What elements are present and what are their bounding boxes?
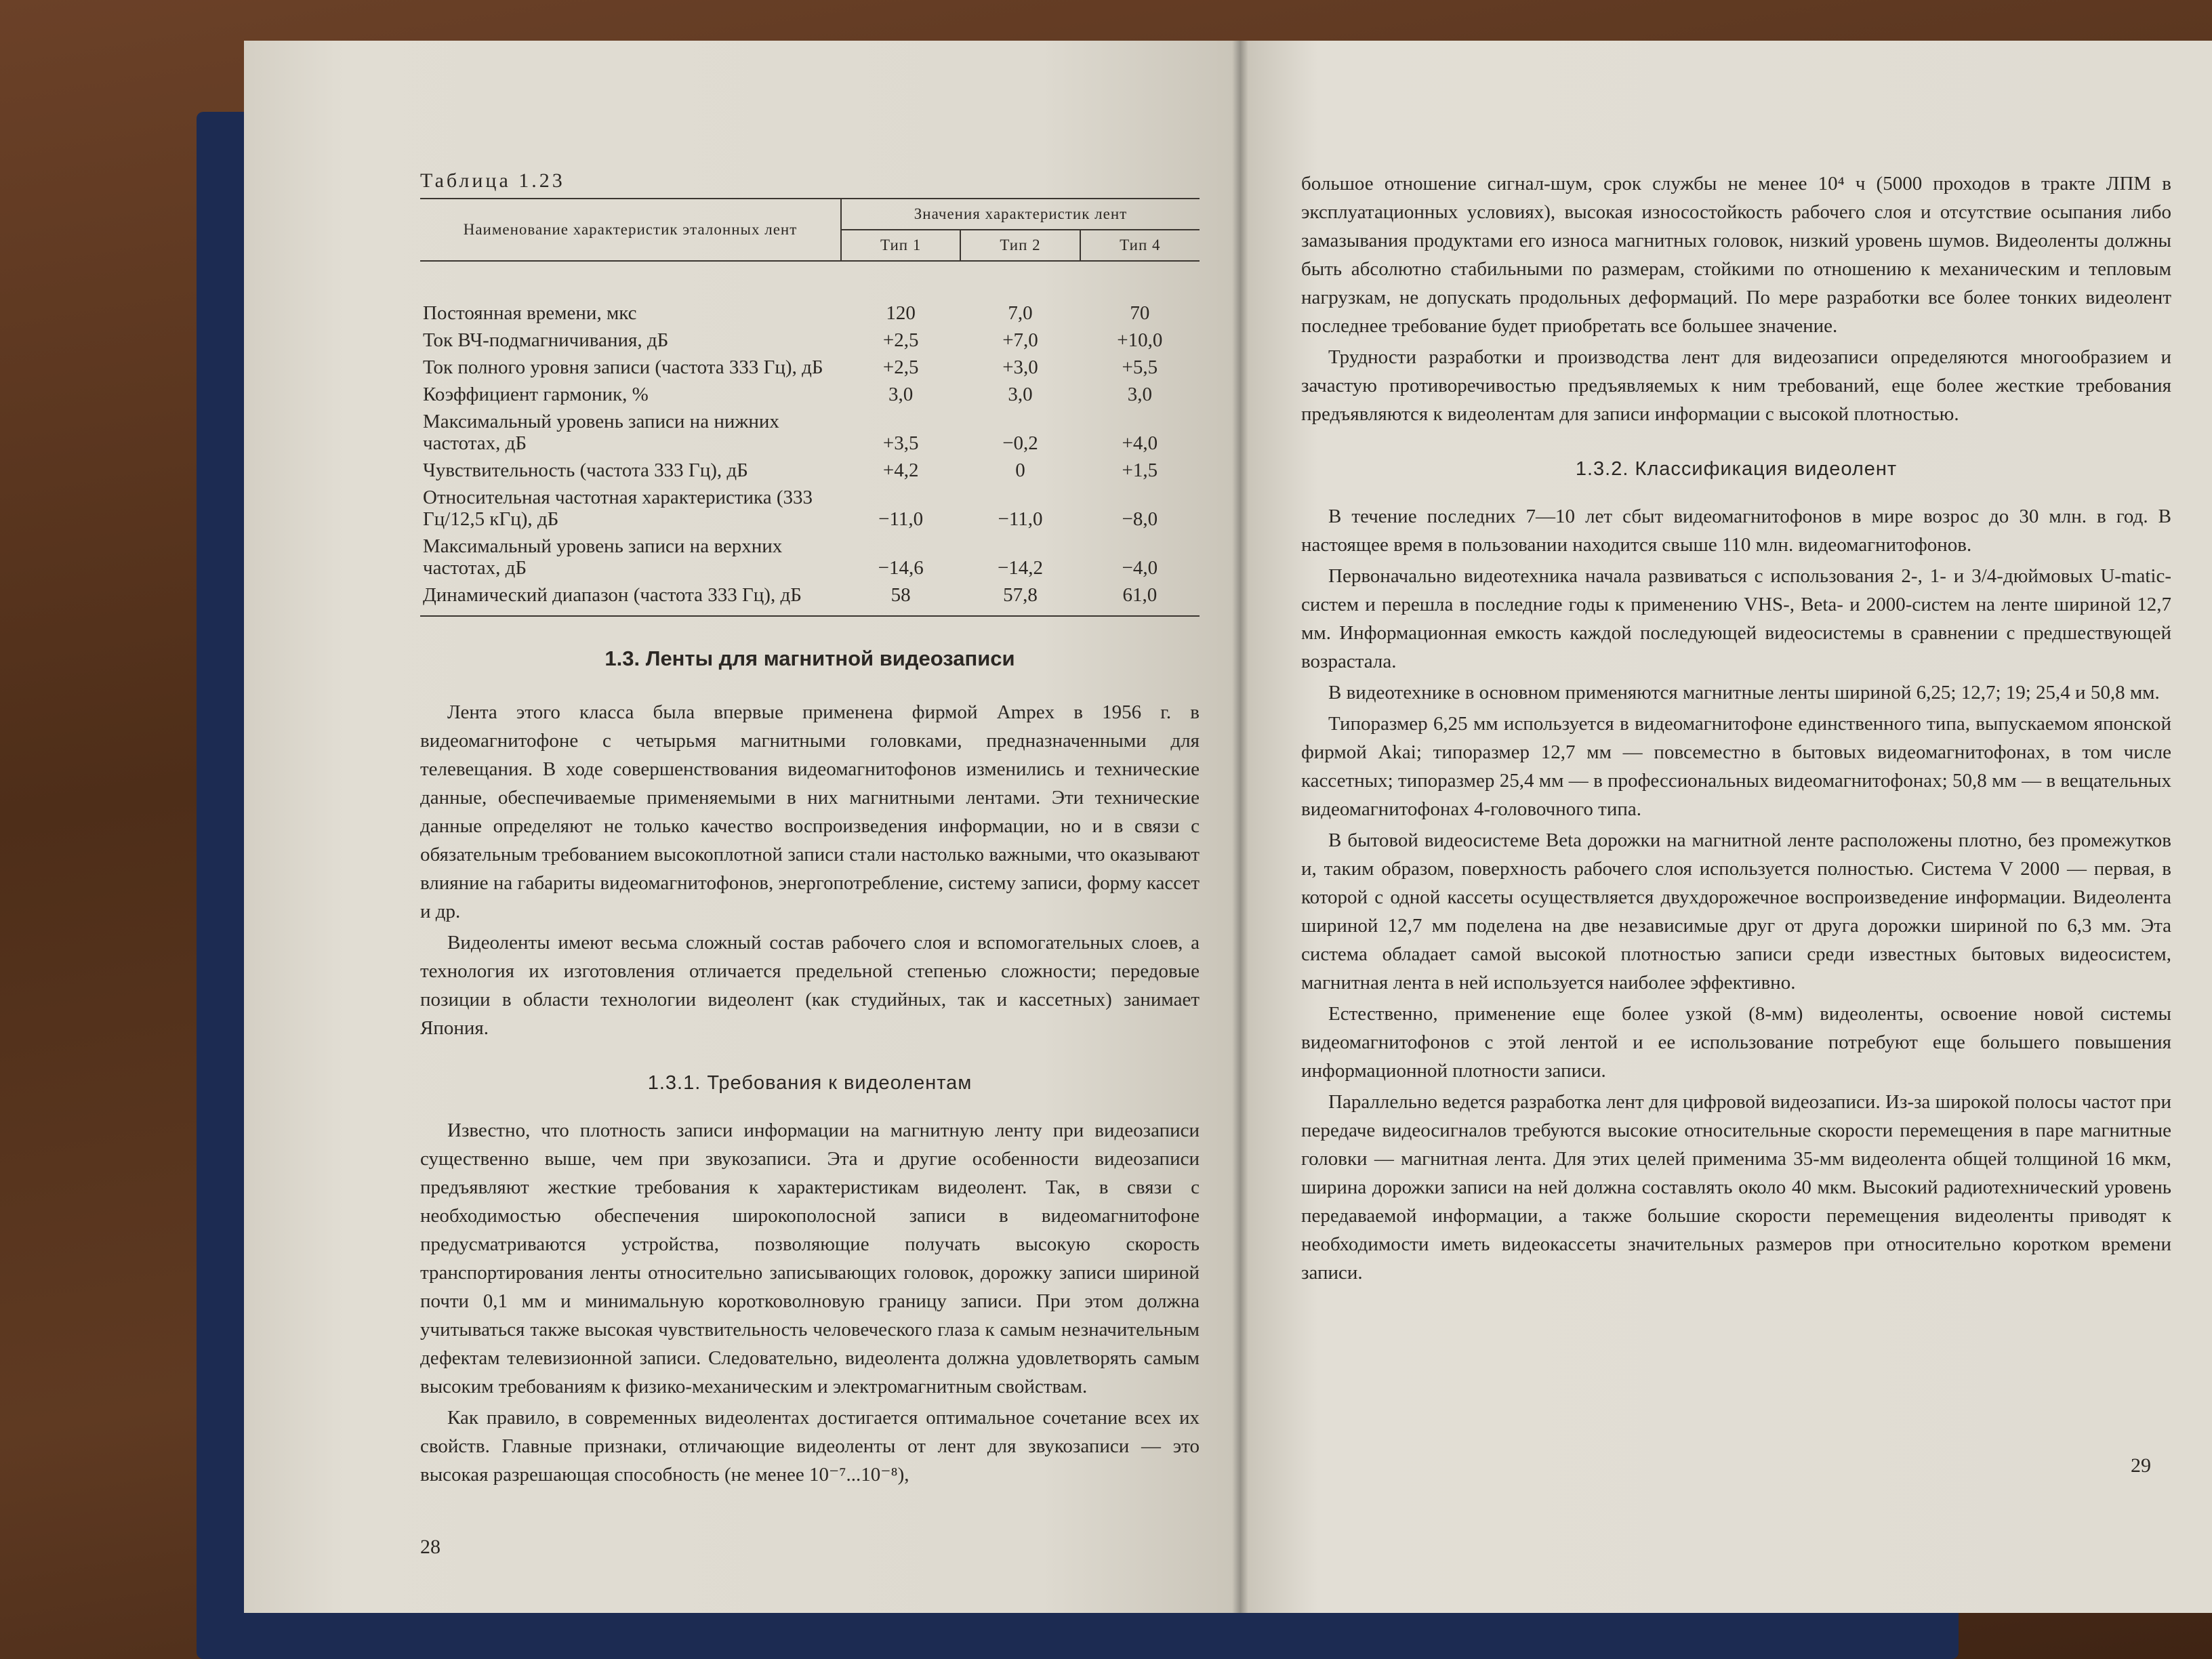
row-value: +3,0 [1002,356,1038,378]
row-value: 3,0 [1127,384,1152,405]
row-value: −14,2 [997,557,1044,579]
table-row [420,457,1200,484]
book-gutter-shadow [1232,41,1248,1613]
row-name: Максимальный уровень записи на нижних частотах, дБ [423,411,779,454]
row-value: 3,0 [888,384,914,405]
row-name: Ток ВЧ-подмагничивания, дБ [423,329,669,351]
left-page [244,41,1240,1613]
paragraph: Лента этого класса была впервые применена фирмой Ampex в 1956 г. в видеомагнитофоне с четырьмя магнитными головками, предназначенными для телевещания. В ходе совершенствования видеомагнитофонов изменились и технические данные, обеспечиваемые применяемыми в них магнитными лентами. Эти технические данные определяют не только качество воспроизведения информации, но и в связи с обязательным требованием высокоплотной записи стали настолько важными, что оказывают влияние на габариты видеомагнитофонов, энергопотребление, систему записи, форму кассет и др. [420,701,1200,922]
row-value: 120 [886,302,916,324]
paragraph: Естественно, применение еще более узкой (8-мм) видеоленты, освоение новой системы видеомагнитофонов с этой лентой и ее использование потребуют еще большего повышения информационной плотности записи. [1301,1003,2171,1082]
row-value: −8,0 [1122,508,1158,530]
table-row [420,484,1200,533]
right-page [1240,41,2212,1613]
paragraph: Параллельно ведется разработка лент для цифровой видеозаписи. Из-за широкой полосы частот при передаче видеосигналов требуются высокие относительные скорости перемещения в паре магнитные головки — магнитная лента. Для этих целей применима 35-мм видеолента общей толщиной 16 мкм, ширина дорожки записи на ней должна составлять около 40 мкм. Высокий радиотехнический уровень передаваемой информации, а также большие скорости перемещения видеоленты приводят к необходимости иметь видеокассеты значительных размеров при относительно коротком времени записи. [1301,1091,2171,1284]
row-value: +5,5 [1122,356,1158,378]
row-value: 58 [841,581,960,616]
table-row [420,581,1200,616]
row-value: +1,5 [1122,459,1158,481]
row-value: −11,0 [998,508,1043,530]
table-row [420,261,1200,327]
row-value: −14,6 [878,557,924,579]
table-row [420,327,1200,354]
paragraph: В течение последних 7—10 лет сбыт видеомагнитофонов в мире возрос до 30 млн. в год. В настоящее время в пользовании находится свыше 110 млн. видеомагнитофонов. [1301,506,2171,556]
table-row [420,408,1200,457]
paragraph: Видеоленты имеют весьма сложный состав рабочего слоя и вспомогательных слоев, а технология их изготовления отличается предельной степенью сложности; передовые позиции в области технологии видеолент (как студийных, так и кассетных) занимает Япония. [420,932,1200,1039]
paragraph: Известно, что плотность записи информации на магнитную ленту при видеозаписи существенно выше, чем при звукозаписи. Эта и другие особенности видеозаписи предъявляют жесткие требования к характеристикам видеолент. Так, в связи с необходимостью обеспечения широкополосной записи в видеомагнитофоне предусматриваются устройства, позволяющие получать высокую скорость транспортирования ленты относительно записывающих головок, дорожку записи шириной почти 0,1 мм и минимальную коротковолновую границу записи. При этом должна учитываться также высокая чувствительность человеческого глаза к самым незначительным дефектам телевизионной записи. Следовательно, видеолента должна удовлетворять самым высоким требованиям к физико-механическим и электромагнитным свойствам. [420,1120,1200,1397]
row-name: Чувствительность (частота 333 Гц), дБ [423,459,748,481]
table-row [420,533,1200,581]
row-value: 3,0 [1008,384,1033,405]
row-value: +7,0 [1002,329,1038,351]
paragraph: Как правило, в современных видеолентах достигается оптимальное сочетание всех их свойств. Главные признаки, отличающие видеоленты от лент для звукозаписи — это высокая разрешающая способность (не менее 10⁻⁷...10⁻⁸), [420,1407,1200,1486]
paragraph: Трудности разработки и производства лент для видеозаписи определяются многообразием и зачастую противоречивостью предъявляемых к ним требований, еще более жесткие требования предъявляются к видеолентам для записи информации с высокой плотностью. [1301,346,2171,425]
paragraph: большое отношение сигнал-шум, срок службы не менее 10⁴ ч (5000 проходов в тракте ЛПМ в эксплуатационных условиях), высокая износостойкость рабочего слоя и отсутствие осыпания либо замазывания продуктами его износа магнитных головок, низкий уровень шумов. Видеоленты должны быть абсолютно стабильными по размерам, стойкими по отношению к механическим и тепловым нагрузкам, не допускать продольных деформаций. По мере разработки все более тонких видеолент последнее требование будет приобретать все большее значение. [1301,173,2171,337]
paragraph: В видеотехнике в основном применяются магнитные ленты шириной 6,25; 12,7; 19; 25,4 и 50,8 мм. [1328,682,2160,703]
table-caption: Таблица 1.23 [420,169,565,192]
row-value: 70 [1130,302,1150,324]
row-name: Постоянная времени, мкс [423,302,637,324]
row-value: +2,5 [882,329,919,351]
table-header-values: Значения характеристик лент [841,199,1200,230]
tape-characteristics-table [420,198,1200,617]
page-number: 28 [420,1536,441,1558]
row-value: +4,2 [882,459,919,481]
row-value: +10,0 [1117,329,1163,351]
row-name: Коэффициент гармоник, % [423,384,649,405]
table-row [420,354,1200,381]
row-value: 57,8 [960,581,1080,616]
row-value: +4,0 [1122,432,1158,454]
row-value: −4,0 [1122,557,1158,579]
row-value: +2,5 [882,356,919,378]
table-header-type-2: Тип 2 [960,230,1080,261]
page-number: 29 [2131,1454,2151,1477]
row-value: −0,2 [1002,432,1038,454]
row-name: Ток полного уровня записи (частота 333 Гц), дБ [423,356,823,378]
row-value: −11,0 [878,508,924,530]
paragraph: В бытовой видеосистеме Beta дорожки на магнитной ленте расположены плотно, без промежутков и, таким образом, поверхность рабочего слоя используется полностью. Система V 2000 — первая, в которой с одной кассеты осуществляется двухдорожечное воспроизведение информации. Видеолента шириной 12,7 мм поделена на две независимые друг от друга дорожки шириной по 6,3 мм. Эта система обладает самой высокой плотностью записи среди известных бытовых видеосистем, магнитная лента в ней используется наиболее эффективно. [1301,830,2171,994]
paragraph: Типоразмер 6,25 мм используется в видеомагнитофоне единственного типа, выпускаемом японской фирмой Akai; типоразмер 12,7 мм — повсеместно в бытовых видеомагнитофонах, в том числе кассетных; типоразмер 25,4 мм — в профессиональных видеомагнитофонах; 50,8 мм — в вещательных видеомагнитофонах 4-головочного типа. [1301,713,2171,820]
row-value: 0 [1015,459,1025,481]
row-name: Максимальный уровень записи на верхних частотах, дБ [423,535,783,579]
table-header-type-4: Тип 4 [1080,230,1200,261]
paragraph: Первоначально видеотехника начала развиваться с использования 2-, 1- и 3/4-дюймовых U-matic-систем и перешла в последние годы к применению VHS-, Beta- и 2000-систем на ленте шириной 12,7 мм. Информационная емкость каждой последующей видеосистемы в сравнении с предшествующей возрастала. [1301,565,2171,672]
table-row [420,381,1200,408]
row-value: +3,5 [882,432,919,454]
table-header-name: Наименование характеристик эталонных лент [420,199,841,261]
subsection-title: 1.3.2. Классификация видеолент [1575,458,1898,480]
row-value: 61,0 [1080,581,1200,616]
section-title: 1.3. Ленты для магнитной видеозаписи [605,647,1015,670]
row-value: 7,0 [1008,302,1033,324]
table-header-type-1: Тип 1 [841,230,960,261]
subsection-title: 1.3.1. Требования к видеолентам [647,1072,972,1094]
row-name: Динамический диапазон (частота 333 Гц), дБ [420,581,841,616]
row-name: Относительная частотная характеристика (333 Гц/12,5 кГц), дБ [423,487,813,530]
